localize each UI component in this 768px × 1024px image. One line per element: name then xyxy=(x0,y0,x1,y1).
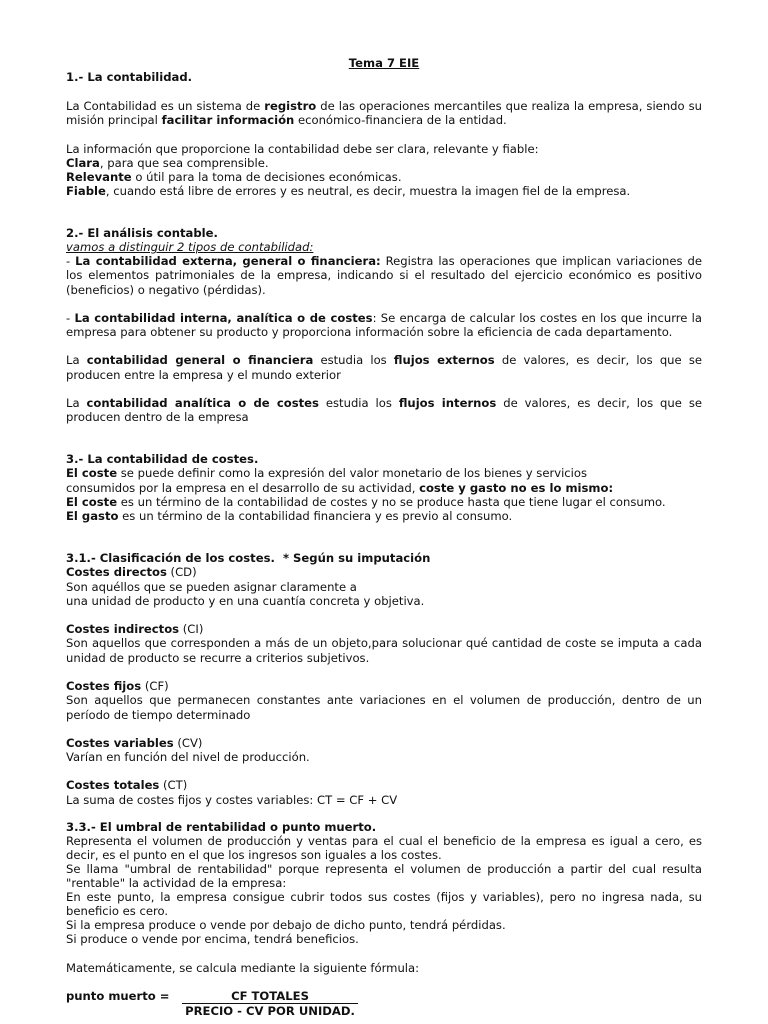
paragraph-line xyxy=(66,353,702,367)
section-2-heading xyxy=(66,226,218,240)
bold-text: flujos externos xyxy=(393,353,495,367)
bold-text: El coste xyxy=(66,495,118,509)
formula-denominator: PRECIO - CV POR UNIDAD. xyxy=(185,1004,355,1018)
bold-text: Costes variables xyxy=(66,736,174,750)
text: económico-financiera de la entidad. xyxy=(294,113,507,127)
heading-text: 3.3.- El umbral de rentabilidad o punto muerto. xyxy=(66,820,377,834)
text: , para que sea comprensible. xyxy=(99,156,269,170)
text: es un término de la contabilidad financiera y es previo al consumo. xyxy=(118,509,513,523)
text: estudia los xyxy=(313,353,394,367)
paragraph-line: beneficio es cero. xyxy=(66,904,169,918)
paragraph-line: En este punto, la empresa consigue cubrir todos sus costes (fijos y variables), pero no ingresa nada, su xyxy=(66,890,702,904)
bold-text: flujos internos xyxy=(398,396,497,410)
paragraph-line: Son aquellos que corresponden a más de un objeto,para solucionar qué cantidad de coste se imputa a cada xyxy=(66,636,702,650)
text: misión principal xyxy=(66,113,162,127)
text: se puede definir como la expresión del valor monetario de los bienes y servicios xyxy=(117,466,588,480)
paragraph-line: producen entre la empresa y el mundo exterior xyxy=(66,368,341,382)
paragraph-line: Son aquellos que permanecen constantes ante variaciones en el volumen de producción, dentro de un xyxy=(66,693,702,707)
paragraph-line xyxy=(66,466,587,480)
text: (CF) xyxy=(141,679,169,693)
paragraph-line: Representa el volumen de producción y ventas para el cual el beneficio de la empresa es igual a cero, es xyxy=(66,834,702,848)
bold-text: Costes totales xyxy=(66,778,160,792)
paragraph-line xyxy=(66,509,512,523)
paragraph-line: Son aquéllos que se pueden asignar claramente a xyxy=(66,580,357,594)
text: o útil para la toma de decisiones económicas. xyxy=(131,170,402,184)
text: La Contabilidad es un sistema de xyxy=(66,99,265,113)
text: La xyxy=(66,353,87,367)
text: (CI) xyxy=(179,622,204,636)
text: La xyxy=(66,396,87,410)
text: : Se encarga de calcular los costes en los que incurre la xyxy=(372,311,702,325)
underlined-text: vamos a distinguir 2 tipos de contabilidad: xyxy=(66,240,314,254)
bold-text: facilitar información xyxy=(161,113,295,127)
text: de valores, es decir, los que se xyxy=(496,396,702,410)
paragraph-line: una unidad de producto y en una cuantía concreta y objetiva. xyxy=(66,594,425,608)
term-line xyxy=(66,679,169,693)
paragraph-line xyxy=(66,311,702,325)
paragraph-line: La suma de costes fijos y costes variables: CT = CF + CV xyxy=(66,793,398,807)
bold-text: contabilidad general o financiera xyxy=(86,353,314,367)
document-title: Tema 7 EIE xyxy=(348,56,420,70)
paragraph-line xyxy=(66,254,702,268)
paragraph-line: Se llama "umbral de rentabilidad" porque representa el volumen de producción a partir del cual resulta xyxy=(66,862,702,876)
paragraph-line: Si produce o vende por encima, tendrá beneficios. xyxy=(66,932,359,946)
paragraph-line: empresa para obtener su producto y proporciona información sobre la eficiencia de cada departamento. xyxy=(66,325,673,339)
paragraph-line xyxy=(66,396,702,410)
paragraph-line: Matemáticamente, se calcula mediante la siguiente fórmula: xyxy=(66,961,420,975)
heading-text: 2.- El análisis contable. xyxy=(66,226,218,240)
paragraph-line: La información que proporcione la contabilidad debe ser clara, relevante y fiable: xyxy=(66,142,539,156)
paragraph-line: Si la empresa produce o vende por debajo de dicho punto, tendrá pérdidas. xyxy=(66,918,506,932)
text: - xyxy=(66,311,75,325)
bold-text: Costes indirectos xyxy=(66,622,180,636)
text: consumidos por la empresa en el desarrollo de su actividad, xyxy=(66,481,420,495)
paragraph-line: producen dentro de la empresa xyxy=(66,410,249,424)
formula-numerator: CF TOTALES xyxy=(182,989,358,1004)
paragraph-line xyxy=(66,495,666,509)
bold-text: El coste xyxy=(66,466,118,480)
paragraph-line: "rentable" la actividad de la empresa: xyxy=(66,876,287,890)
paragraph-line xyxy=(66,99,702,113)
term-line xyxy=(66,736,202,750)
heading-text: 3.- La contabilidad de costes. xyxy=(66,452,259,466)
bold-text: Relevante xyxy=(66,170,132,184)
bold-text: La contabilidad interna, analítica o de costes xyxy=(74,311,373,325)
paragraph-line: los elementos patrimoniales de la empresa, indicando si el resultado del ejercicio económico es positivo xyxy=(66,268,702,282)
list-line xyxy=(66,156,269,170)
heading-text: 3.1.- Clasificación de los costes. * Según su imputación xyxy=(66,551,431,565)
text: es un término de la contabilidad de costes y no se produce hasta que tiene lugar el consumo. xyxy=(117,495,666,509)
paragraph-line: período de tiempo determinado xyxy=(66,708,251,722)
term-line xyxy=(66,622,203,636)
bold-text: La contabilidad externa, general o financiera: xyxy=(75,254,381,268)
text: de las operaciones mercantiles que realiza la empresa, siendo su xyxy=(316,99,702,113)
section-1-heading xyxy=(66,70,192,84)
section-2-intro xyxy=(66,240,313,254)
term-line xyxy=(66,565,197,579)
paragraph-line: Varían en función del nivel de producción. xyxy=(66,750,310,764)
formula-label: punto muerto = xyxy=(66,989,170,1003)
text: , cuando está libre de errores y es neutral, es decir, muestra la imagen fiel de la empresa. xyxy=(105,184,631,198)
text: (CV) xyxy=(173,736,203,750)
paragraph-line xyxy=(66,481,613,495)
text: - xyxy=(66,254,76,268)
section-3-heading xyxy=(66,452,258,466)
bold-text: contabilidad analítica o de costes xyxy=(86,396,319,410)
bold-text: coste y gasto no es lo mismo: xyxy=(419,481,614,495)
bold-text: El gasto xyxy=(66,509,119,523)
text: (CT) xyxy=(159,778,188,792)
text: estudia los xyxy=(318,396,399,410)
bold-text: registro xyxy=(264,99,317,113)
bold-text: Costes directos xyxy=(66,565,167,579)
paragraph-line: unidad de producto se recurre a criterios subjetivos. xyxy=(66,651,370,665)
section-3-3-heading xyxy=(66,820,376,834)
paragraph-line xyxy=(66,113,507,127)
text: de valores, es decir, los que se xyxy=(494,353,702,367)
paragraph-line: (beneficios) o negativo (pérdidas). xyxy=(66,283,266,297)
paragraph-line: decir, es el punto en el que los ingresos son iguales a los costes. xyxy=(66,848,442,862)
list-line xyxy=(66,170,402,184)
section-3-1-heading xyxy=(66,551,430,565)
heading-text: 1.- La contabilidad. xyxy=(66,70,193,84)
text: Registra las operaciones que implican variaciones de xyxy=(380,254,702,268)
bold-text: Costes fijos xyxy=(66,679,142,693)
bold-text: Clara xyxy=(66,156,100,170)
list-line xyxy=(66,184,630,198)
bold-text: Fiable xyxy=(66,184,106,198)
text: (CD) xyxy=(166,565,197,579)
term-line xyxy=(66,778,187,792)
